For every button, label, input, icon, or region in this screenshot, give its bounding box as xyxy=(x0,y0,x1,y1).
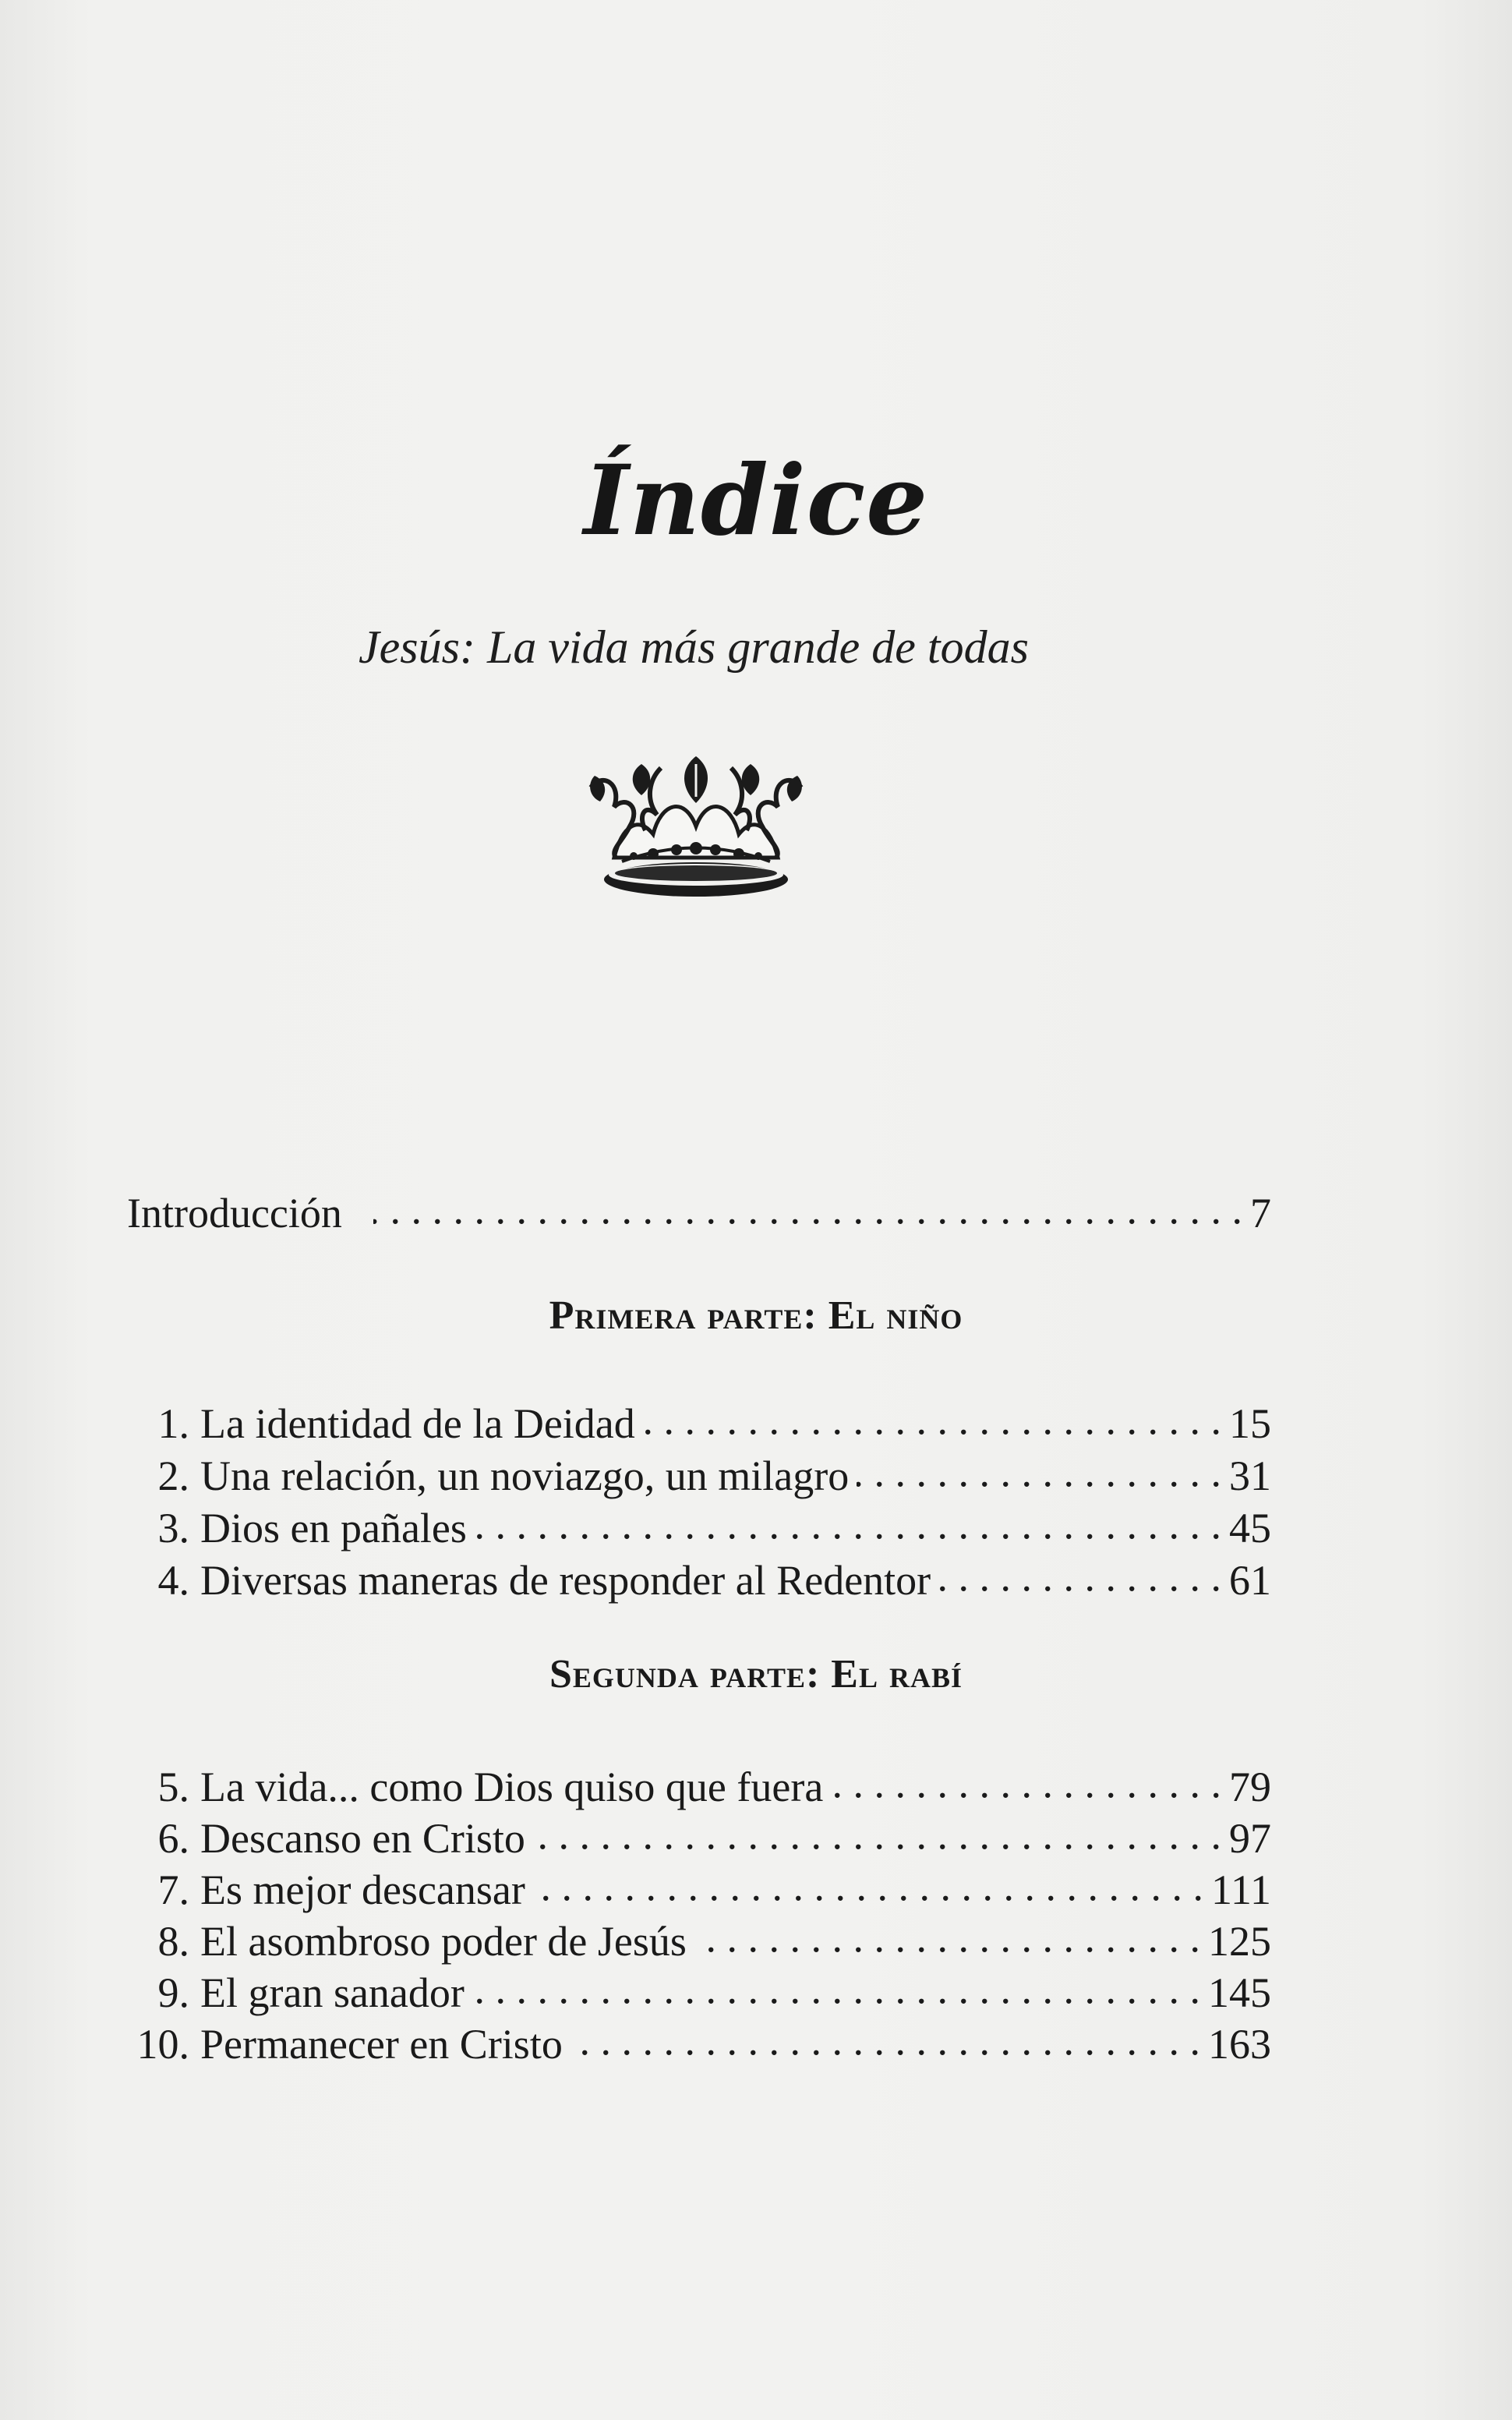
chapter-number: 1. xyxy=(157,1400,189,1447)
toc-chapter[interactable] xyxy=(127,1500,1271,1552)
chapter-page: 125 xyxy=(1208,1918,1271,1965)
chapter-page: 145 xyxy=(1208,1969,1271,2016)
page-title: Índice xyxy=(583,444,929,557)
toc-chapter[interactable] xyxy=(127,1913,1271,1965)
dot-leader xyxy=(938,1552,1221,1594)
crown-icon xyxy=(567,741,825,912)
toc-chapter[interactable] xyxy=(127,1862,1271,1914)
toc-chapter[interactable] xyxy=(127,1759,1271,1811)
part-heading: Primera parte: El niño xyxy=(549,1293,963,1338)
chapter-page: 45 xyxy=(1229,1505,1271,1551)
dot-leader xyxy=(373,1185,1242,1227)
toc-chapter[interactable] xyxy=(127,2016,1271,2068)
dot-leader xyxy=(475,1500,1221,1542)
chapter-page: 31 xyxy=(1229,1452,1271,1499)
chapter-page: 79 xyxy=(1229,1764,1271,1810)
chapter-title: La identidad de la Deidad xyxy=(200,1400,635,1447)
toc-label: Introducción xyxy=(127,1190,342,1237)
page-subtitle: Jesús: La vida más grande de todas xyxy=(359,621,1029,673)
chapter-title: Permanecer en Cristo xyxy=(200,2021,563,2068)
dot-leader xyxy=(643,1396,1221,1438)
chapter-number: 6. xyxy=(157,1815,189,1862)
chapter-number: 9. xyxy=(157,1969,189,2016)
chapter-page: 61 xyxy=(1229,1557,1271,1604)
chapter-number: 10. xyxy=(136,2021,189,2068)
chapter-page: 15 xyxy=(1229,1400,1271,1447)
dot-leader xyxy=(472,1965,1200,2007)
dot-leader xyxy=(533,1810,1221,1852)
chapter-title: El asombroso poder de Jesús xyxy=(200,1918,687,1965)
part-heading: Segunda parte: El rabí xyxy=(549,1652,963,1696)
toc-chapter[interactable] xyxy=(127,1965,1271,2017)
chapter-number: 3. xyxy=(157,1505,189,1551)
toc-chapter[interactable] xyxy=(127,1810,1271,1863)
chapter-title: Es mejor descansar xyxy=(200,1866,525,1913)
toc-chapter[interactable] xyxy=(127,1552,1271,1604)
chapter-title: Diversas maneras de responder al Redentor xyxy=(200,1557,931,1604)
dot-leader xyxy=(857,1448,1221,1490)
chapter-title: La vida... como Dios quiso que fuera xyxy=(200,1764,824,1810)
chapter-number: 4. xyxy=(157,1557,189,1604)
chapter-number: 8. xyxy=(157,1918,189,1965)
dot-leader xyxy=(533,1862,1203,1904)
dot-leader xyxy=(571,2016,1200,2058)
toc-chapter[interactable] xyxy=(127,1396,1271,1448)
chapter-number: 7. xyxy=(157,1866,189,1913)
chapter-title: Una relación, un noviazgo, un milagro xyxy=(200,1452,850,1499)
chapter-page: 111 xyxy=(1211,1866,1271,1913)
chapter-page: 97 xyxy=(1229,1815,1271,1862)
chapter-page: 163 xyxy=(1208,2021,1271,2068)
chapter-title: Dios en pañales xyxy=(200,1505,467,1551)
toc-introduction[interactable] xyxy=(127,1185,1271,1237)
chapter-number: 5. xyxy=(157,1764,189,1810)
dot-leader xyxy=(694,1913,1200,1955)
toc-page-number: 7 xyxy=(1250,1190,1271,1237)
chapter-title: El gran sanador xyxy=(200,1969,465,2016)
toc-chapter[interactable] xyxy=(127,1448,1271,1500)
chapter-title: Descanso en Cristo xyxy=(200,1815,525,1862)
dot-leader xyxy=(831,1759,1221,1801)
chapter-number: 2. xyxy=(157,1452,189,1499)
